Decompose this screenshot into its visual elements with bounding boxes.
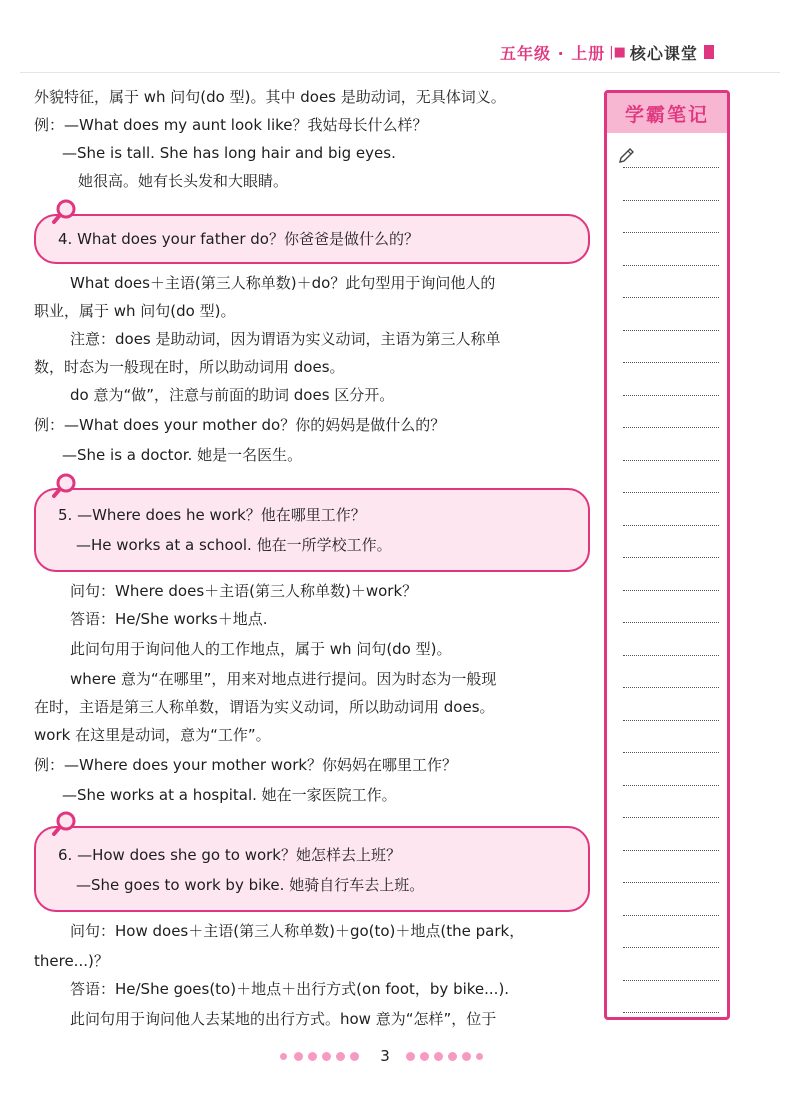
note-line [623,460,719,461]
sec5-line-6: work 在这里是动词，意为“工作”。 [34,726,271,744]
note-line [623,882,719,883]
footer-dot [476,1053,483,1060]
notes-sidebar [604,90,730,1020]
note-line [623,1012,719,1013]
note-line [623,785,719,786]
heading-box-4 [34,214,590,264]
footer-dot [336,1052,345,1061]
note-line [623,200,719,201]
note-line [623,330,719,331]
intro-line-2: 例：—What does my aunt look like？我姑母长什么样？ [34,116,428,134]
heading-4-text: 4. What does your father do？你爸爸是做什么的？ [58,230,419,248]
note-line [623,297,719,298]
note-line [623,395,719,396]
sec5-line-7: 例：—Where does your mother work？你妈妈在哪里工作？ [34,756,458,774]
header-separator: |■ [609,44,626,60]
sec4-line-6: 例：—What does your mother do？你的妈妈是做什么的？ [34,416,446,434]
footer-dot [420,1052,429,1061]
sec4-line-1: What does＋主语(第三人称单数)＋do？此句型用于询问他人的 [70,274,496,292]
sidebar-title: 学霸笔记 [624,103,709,126]
footer-dot [294,1052,303,1061]
intro-line-1: 外貌特征，属于 wh 问句(do 型)。其中 does 是助动词，无具体词义。 [34,88,506,106]
footer-dot [462,1052,471,1061]
note-line [623,817,719,818]
sec6-line-3: 答语：He/She goes(to)＋地点＋出行方式(on foot，by bike...). [70,980,510,998]
sec4-line-2: 职业，属于 wh 问句(do 型)。 [34,302,236,320]
sec5-line-2: 答语：He/She works＋地点. [70,610,268,628]
header-block-icon [704,45,714,59]
heading-box-6 [34,826,590,912]
note-line [623,980,719,981]
note-line [623,167,719,168]
heading-6-line-2: —She goes to work by bike. 她骑自行车去上班。 [76,876,425,894]
note-line [623,622,719,623]
note-line [623,947,719,948]
sec4-line-5: do 意为“做”，注意与前面的助词 does 区分开。 [70,386,395,404]
footer-dot [406,1052,415,1061]
heading-box-5 [34,488,590,572]
note-line [623,265,719,266]
page-footer [270,1044,530,1068]
note-line [623,687,719,688]
sec5-line-3: 此问句用于询问他人的工作地点，属于 wh 问句(do 型)。 [70,640,452,658]
intro-line-3: —She is tall. She has long hair and big eyes. [62,144,396,162]
footer-dot [448,1052,457,1061]
note-line [623,752,719,753]
page-header [500,40,780,64]
note-line [623,720,719,721]
sec6-line-2: there...)？ [34,952,109,970]
header-title: 核心课堂 [629,43,698,63]
sec4-line-3: 注意：does 是助动词，因为谓语为实义动词，主语为第三人称单 [70,330,501,348]
sec6-line-1: 问句：How does＋主语(第三人称单数)＋go(to)＋地点(the park， [70,922,525,940]
note-line [623,362,719,363]
pencil-icon [617,147,635,165]
sec4-line-7: —She is a doctor. 她是一名医生。 [62,446,303,464]
sec5-line-8: —She works at a hospital. 她在一家医院工作。 [62,786,397,804]
note-line [623,655,719,656]
note-line [623,557,719,558]
note-line [623,915,719,916]
note-line [623,850,719,851]
sec5-line-5: 在时，主语是第三人称单数，谓语为实义动词，所以助动词用 does。 [34,698,495,716]
sec5-line-1: 问句：Where does＋主语(第三人称单数)＋work？ [70,582,418,600]
sidebar-header [607,93,727,133]
intro-line-4: 她很高。她有长头发和大眼睛。 [78,172,289,190]
note-line [623,427,719,428]
note-line [623,492,719,493]
note-line [623,590,719,591]
footer-dot [322,1052,331,1061]
note-line [623,232,719,233]
header-divider [20,72,780,73]
footer-dot [434,1052,443,1061]
footer-dot [280,1053,287,1060]
sec6-line-4: 此问句用于询问他人去某地的出行方式。how 意为“怎样”，位于 [70,1010,497,1028]
magnifier-icon [52,198,78,224]
page-number: 3 [380,1047,390,1065]
notes-area [617,141,719,1007]
heading-5-line-2: —He works at a school. 他在一所学校工作。 [76,536,392,554]
heading-5-line-1: 5. —Where does he work？他在哪里工作？ [58,506,366,524]
note-line [623,525,719,526]
footer-dot [350,1052,359,1061]
footer-dot [308,1052,317,1061]
header-grade: 五年级 · 上册 [500,43,606,63]
magnifier-icon [52,472,78,498]
heading-6-line-1: 6. —How does she go to work？她怎样去上班？ [58,846,401,864]
sec4-line-4: 数，时态为一般现在时，所以助动词用 does。 [34,358,345,376]
magnifier-icon [52,810,78,836]
sec5-line-4: where 意为“在哪里”，用来对地点进行提问。因为时态为一般现 [70,670,497,688]
